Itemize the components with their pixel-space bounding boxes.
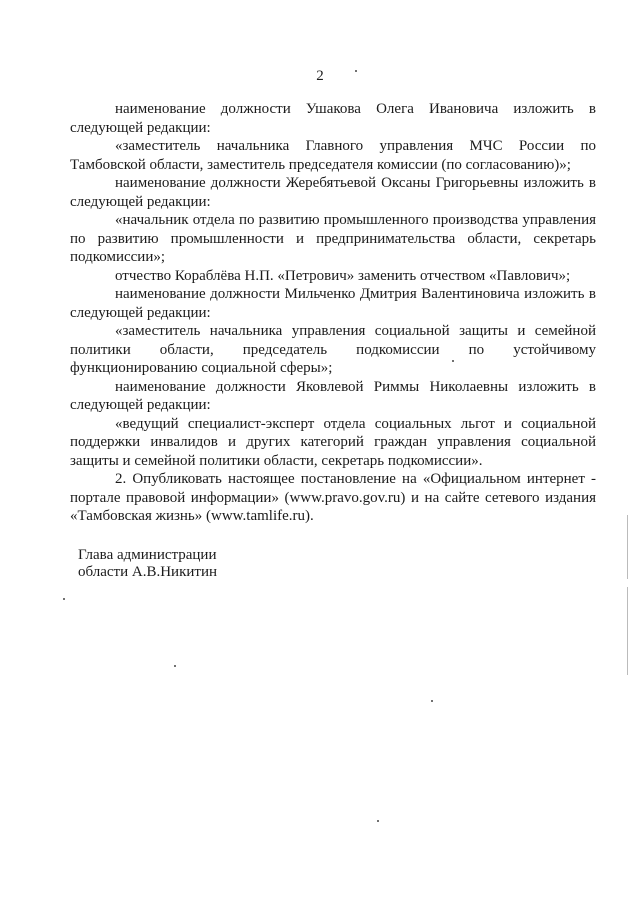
paragraph-yakovleva-new-text: «ведущий специалист-эксперт отдела социальных льгот и социальной поддержки инвалидов и других категорий граждан управления социальной защиты и семейной политики области, секретарь подкомиссии».	[70, 415, 596, 469]
paragraph-ushakov-new-text: «заместитель начальника Главного управления МЧС России по Тамбовской области, заместитель председателя комиссии (по согласованию)»;	[70, 138, 596, 173]
scan-speck	[63, 598, 65, 600]
scan-speck	[452, 360, 454, 362]
paragraph-publication: 2. Опубликовать настоящее постановление на «Официальном интернет - портале правовой информации» (www.pravo.gov.ru) и на сайте сетевого издания «Тамбовская жизнь» (www.tamlife.ru).	[70, 471, 596, 524]
paragraph-zherebyatyeva-position: наименование должности Жеребятьевой Оксаны Григорьевны изложить в следующей редакции:	[70, 175, 596, 210]
paragraph-zherebyatyeva-new-text: «начальник отдела по развитию промышленного производства управления по развитию промышленности и предпринимательства области, секретарь подкомиссии»;	[70, 212, 596, 265]
paragraph-yakovleva-position: наименование должности Яковлевой Риммы Николаевны изложить в следующей редакции:	[70, 378, 596, 413]
scan-speck	[431, 700, 433, 702]
scan-edge-line	[627, 515, 628, 675]
signature-name: области А.В.Никитин	[78, 564, 218, 580]
scan-speck	[377, 820, 379, 822]
scan-speck	[174, 665, 176, 667]
scan-speck	[355, 70, 357, 72]
signature-block	[78, 547, 217, 581]
paragraph-milchenko-position: наименование должности Мильченко Дмитрия Валентиновича изложить в следующей редакции:	[70, 286, 596, 321]
paragraph-milchenko-new-text: «заместитель начальника управления социальной защиты и семейной политики области, председатель подкомиссии по устойчивому функционированию социальной сферы»;	[70, 323, 596, 376]
paragraph-korablev-patronymic: отчество Кораблёва Н.П. «Петрович» заменить отчеством «Павлович»;	[115, 267, 571, 284]
signature-title: Глава администрации	[78, 547, 217, 563]
document-body	[70, 100, 596, 526]
paragraph-ushakov-position: наименование должности Ушакова Олега Ивановича изложить в следующей редакции:	[70, 101, 596, 136]
page-number: 2	[316, 68, 324, 84]
